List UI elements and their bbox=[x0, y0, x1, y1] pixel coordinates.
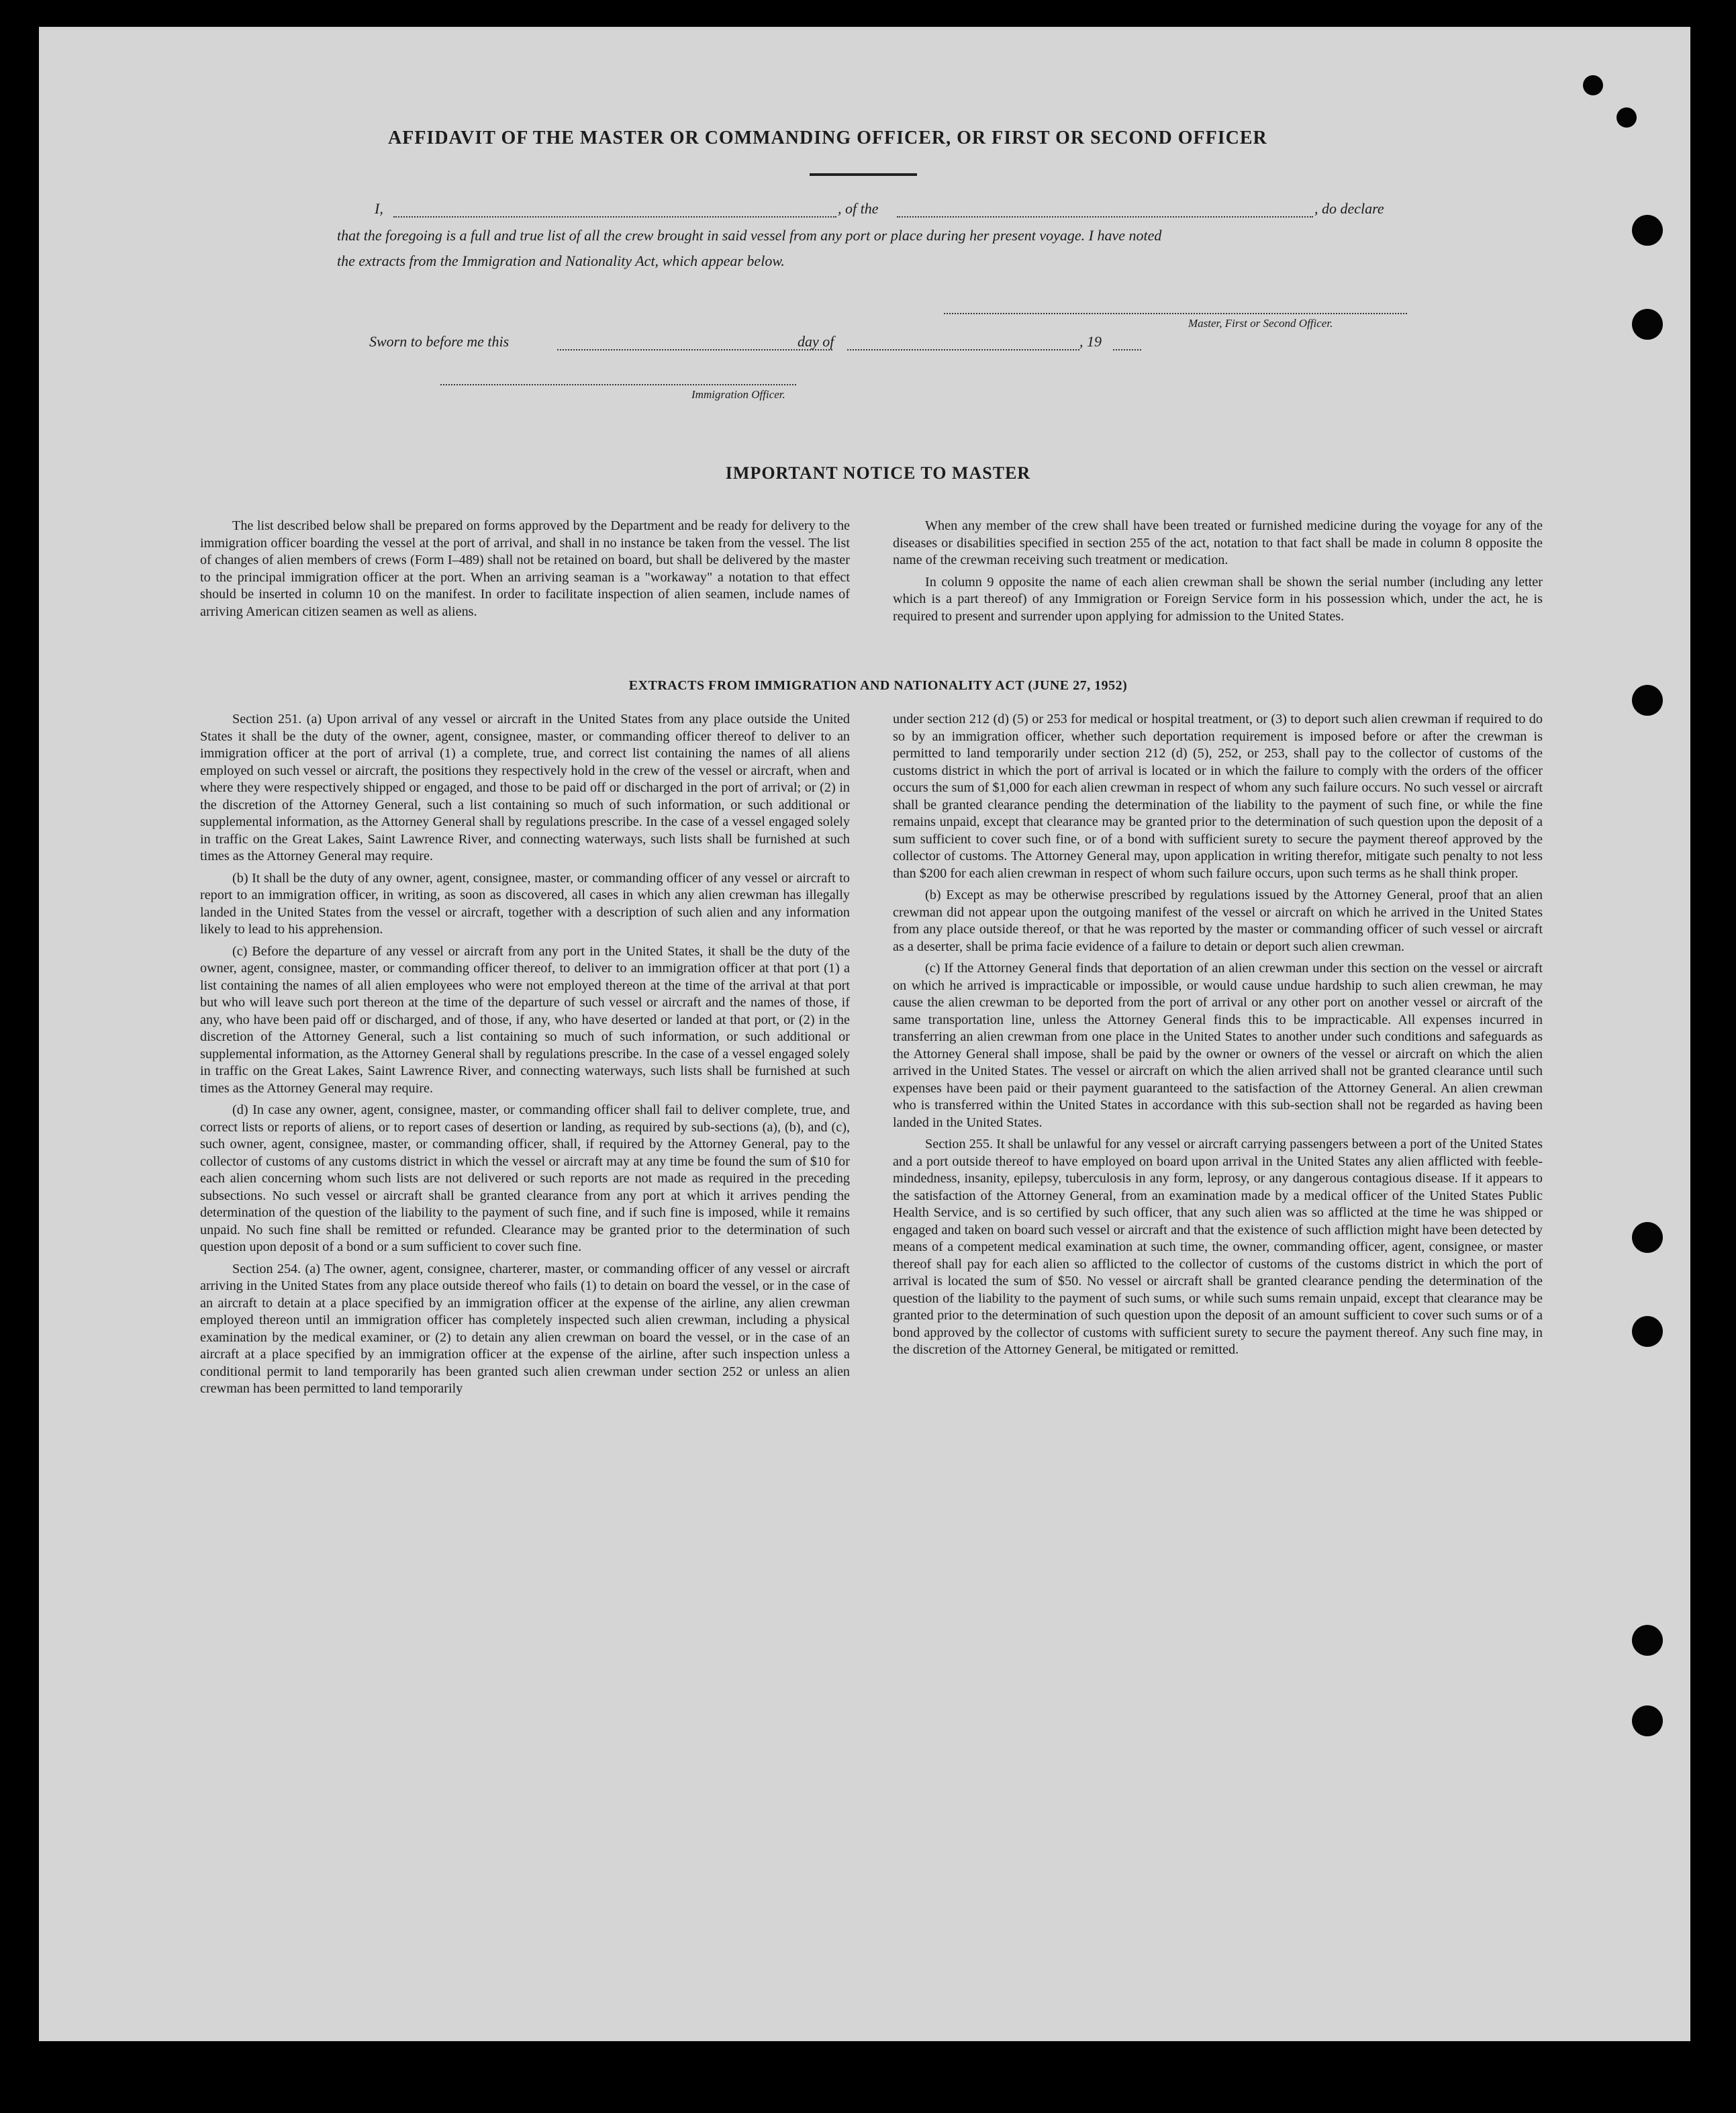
punch-hole bbox=[1632, 1316, 1663, 1347]
vessel-name-field[interactable] bbox=[897, 216, 1313, 218]
punch-hole bbox=[1632, 1705, 1663, 1736]
document-page bbox=[39, 27, 1690, 2041]
sworn-year-field[interactable] bbox=[1113, 349, 1141, 350]
punch-hole bbox=[1632, 309, 1663, 340]
punch-hole bbox=[1632, 685, 1663, 716]
immigration-officer-caption: Immigration Officer. bbox=[691, 388, 785, 401]
of-the-label: , of the bbox=[838, 200, 879, 217]
punch-hole bbox=[1632, 1625, 1663, 1656]
punch-hole bbox=[1583, 75, 1603, 95]
do-declare-label: , do declare bbox=[1314, 200, 1384, 217]
notice-title: IMPORTANT NOTICE TO MASTER bbox=[725, 463, 1031, 483]
notice-right-column bbox=[893, 518, 1543, 630]
extracts-title: EXTRACTS FROM IMMIGRATION AND NATIONALITY ACT (JUNE 27, 1952) bbox=[628, 678, 1128, 693]
master-signature-caption: Master, First or Second Officer. bbox=[1188, 317, 1333, 330]
section-251-a: Section 251. (a) Upon arrival of any vessel or aircraft in the United States from any place outside the United States it shall be the duty of the owner, agent, consignee, master, or commanding officer thereof to deliver to an immigration officer at the port of arrival (1) a complete, true, and correct list containing the names of all aliens employed on such vessel or aircraft, the positions they respectively hold in the crew of the vessel or aircraft, when and where they were respectively shipped or engaged, and those to be paid off or discharged in the port of arrival; or (2) in the discretion of the Attorney General, such a list containing so much of such information, or such additional or supplemental information, as the Attorney General shall by regulations prescribe. In the case of a vessel engaged solely in traffic on the Great Lakes, Saint Lawrence River, and connecting waterways, such lists shall be furnished at such times as the Attorney General may require. bbox=[200, 712, 850, 863]
section-254-a: Section 254. (a) The owner, agent, consignee, charterer, master, or commanding officer of any vessel or aircraft arriving in the United States from any place outside thereof who fails (1) to detain on board the vessel, or in the case of an aircraft to detain at a place specified by an immigration officer at the expense of the airline, any alien crewman employed thereon until an immigration officer has completely inspected such alien crewman, including a physical examination by the medical examiner, or (2) to detain any alien crewman on board the vessel, or in the case of an aircraft at a place specified by an immigration officer at the expense of the airline, after such inspection unless a conditional permit to land temporarily has been granted such alien crewman under section 252 or unless an alien crewman has been permitted to land temporarily bbox=[200, 1261, 850, 1396]
section-254-c: (c) If the Attorney General finds that deportation of an alien crewman under this section on the vessel or aircraft on which he arrived is impracticable or impossible, or would cause undue hardship to such alien crewman, he may cause the alien crewman to be deported from the port of arrival or any other port on another vessel or aircraft of the same transportation line, unless the Attorney General finds this to be impracticable. All expenses incurred in transferring an alien crewman from one place in the United States to another under such conditions and safeguards as the Attorney General shall impose, shall be paid by the owner or owners of the vessel or aircraft on which the alien arrived in the United States. The vessel or aircraft on which the alien arrived shall not be granted clearance until such expenses have been paid or their payment guaranteed to the satisfaction of the Attorney General. An alien crewman who is transferred within the United States in accordance with this sub-section shall not be regarded as having been landed in the United States. bbox=[893, 961, 1543, 1130]
title-divider bbox=[810, 173, 917, 176]
sworn-month-field[interactable] bbox=[847, 349, 1079, 350]
sworn-day-field[interactable] bbox=[557, 349, 832, 350]
section-251-b: (b) It shall be the duty of any owner, agent, consignee, master, or commanding officer of any vessel or aircraft to report to an immigration officer, in writing, as soon as discovered, all cases in which any alien crewman has illegally landed in the United States from the vessel or aircraft, together with a description of such alien and any information likely to lead to his apprehension. bbox=[200, 870, 850, 937]
affiant-i-label: I, bbox=[375, 200, 383, 217]
punch-hole bbox=[1632, 215, 1663, 246]
notice-left-column bbox=[200, 518, 850, 625]
immigration-officer-signature-field[interactable] bbox=[440, 384, 796, 385]
section-255: Section 255. It shall be unlawful for any vessel or aircraft carrying passengers between a port of the United States and a port outside thereof to have employed on board upon arrival in the United States any alien afflicted with feeble-mindedness, insanity, epilepsy, tuberculosis in any form, leprosy, or any dangerous contagious disease. If it appears to the satisfaction of the Attorney General, from an examination made by a medical officer of the United States Public Health Service, and is so certified by such officer, that any such alien was so afflicted at the time he was shipped or engaged and taken on board such vessel or aircraft and that the existence of such affliction might have been detected by means of a competent medical examination at such time, the owner, commanding officer, agent, consignee, or master thereof shall pay for each alien so afflicted to the collector of customs of the customs district in which the port of arrival is located the sum of $50. No vessel or aircraft shall be granted clearance pending the determination of the question of the liability to the payment of such sums, or while such sums remain unpaid, except that clearance may be granted prior to the determination of such question upon the deposit of an amount sufficient to cover such sums or of a bond approved by the collector of customs with sufficient surety to secure the payment thereof. Any such fine may, in the discretion of the Attorney General, be mitigated or remitted. bbox=[893, 1137, 1543, 1357]
affidavit-title: AFFIDAVIT OF THE MASTER OR COMMANDING OFFICER, OR FIRST OR SECOND OFFICER bbox=[388, 128, 1267, 148]
affidavit-statement-line: that the foregoing is a full and true list of all the crew brought in said vessel from any port or place during her present voyage. I have noted bbox=[337, 227, 1162, 244]
affidavit-statement-line: the extracts from the Immigration and Nationality Act, which appear below. bbox=[337, 252, 785, 269]
extracts-right-column bbox=[893, 711, 1543, 1364]
punch-hole bbox=[1617, 107, 1637, 128]
sworn-label: Sworn to before me this bbox=[369, 333, 510, 350]
section-251-d: (d) In case any owner, agent, consignee, master, or commanding officer shall fail to deliver complete, true, and correct lists or reports of aliens, or to report cases of desertion or landing, as required by sub-sections (a), (b), and (c), such owner, agent, consignee, master, or commanding officer, shall, if required by the Attorney General, pay to the collector of customs of any customs district in which the vessel or aircraft may at any time be found the sum of $10 for each alien concerning whom such lists are not delivered or such reports are not made as required in the preceding subsections. No such vessel or aircraft shall be granted clearance from any port at which it arrives pending the determination of the question of the liability to the payment of such fine, and if such fine is imposed, while it remains unpaid. No such fine shall be remitted or refunded. Clearance may be granted prior to the determination of such question upon deposit of a bond or a sum sufficient to cover such fine. bbox=[200, 1102, 850, 1254]
section-254-b: (b) Except as may be otherwise prescribed by regulations issued by the Attorney General, proof that an alien crewman did not appear upon the outgoing manifest of the vessel or aircraft on which he arrived in the United States from any place outside thereof, or that he was reported by the master or commanding officer of such vessel or aircraft as a deserter, shall be prima facie evidence of a failure to detain or deport such alien crewman. bbox=[893, 888, 1543, 954]
section-254-a-continued: under section 212 (d) (5) or 253 for medical or hospital treatment, or (3) to deport such alien crewman if required to do so by an immigration officer, whether such deportation requirement is imposed before or after the crewman is permitted to land temporarily under section 212 (d) (5), 252, or 253, shall pay to the collector of customs of the customs district in which the port of arrival is located or in which the failure to comply with the orders of the officer occurs the sum of $1,000 for each alien crewman in respect of whom any such failure occurs. No such vessel or aircraft shall be granted clearance pending the determination of the liability to the payment of such fine, or while the fine remains unpaid, except that clearance may be granted prior to the determination of such question upon the deposit of a sum sufficient to cover such fine, or of a bond with sufficient surety to secure the payment thereof approved by the collector of customs. The Attorney General may, upon application in writing therefor, mitigate such penalty to not less than $200 for each alien crewman in respect of whom such failure occurs, upon such terms as he shall think proper. bbox=[893, 712, 1543, 881]
master-signature-field[interactable] bbox=[944, 313, 1407, 314]
extracts-left-column bbox=[200, 711, 850, 1403]
section-251-c: (c) Before the departure of any vessel or aircraft from any port in the United States, it shall be the duty of the owner, agent, consignee, master, or commanding officer thereof, to deliver to an immigration officer at that port (1) a list containing the names of all alien employees who were not employed thereon at the time of the arrival at that port but who will leave such port thereon at the time of the departure of such vessel or aircraft and the names of those, if any, who have been paid off or discharged, and of those, if any, who have deserted or landed at that port, or (2) in the discretion of the Attorney General, such a list containing so much of such information, or such additional or supplemental information, as the Attorney General shall by regulations prescribe. In the case of a vessel engaged solely in traffic on the Great Lakes, Saint Lawrence River, and connecting waterways, such lists shall be furnished at such times as the Attorney General may require. bbox=[200, 943, 850, 1096]
day-of-label: day of bbox=[798, 333, 834, 350]
affiant-name-field[interactable] bbox=[393, 216, 836, 218]
notice-paragraph: In column 9 opposite the name of each alien crewman shall be shown the serial number (including any letter which is a part thereof) of any Immigration or Foreign Service form in his possession which, under the act, he is required to present and surrender upon applying for admission to the United States. bbox=[893, 574, 1543, 624]
notice-paragraph: When any member of the crew shall have been treated or furnished medicine during the voyage for any of the diseases or disabilities specified in section 255 of the act, notation to that fact shall be made in column 8 opposite the name of the crewman receiving such treatment or medication. bbox=[893, 518, 1543, 567]
notice-paragraph: The list described below shall be prepared on forms approved by the Department and be ready for delivery to the immigration officer boarding the vessel at the port of arrival, and shall in no instance be taken from the vessel. The list of changes of alien members of crews (Form I–489) shall not be retained on board, but shall be delivered by the master to the principal immigration officer at the port. When an arriving seaman is a "workaway" a notation to that effect should be inserted in column 10 on the manifest. In order to facilitate inspection of alien seamen, include names of arriving American citizen seamen as well as aliens. bbox=[200, 518, 850, 619]
punch-hole bbox=[1632, 1222, 1663, 1253]
year-label: , 19 bbox=[1079, 333, 1102, 350]
